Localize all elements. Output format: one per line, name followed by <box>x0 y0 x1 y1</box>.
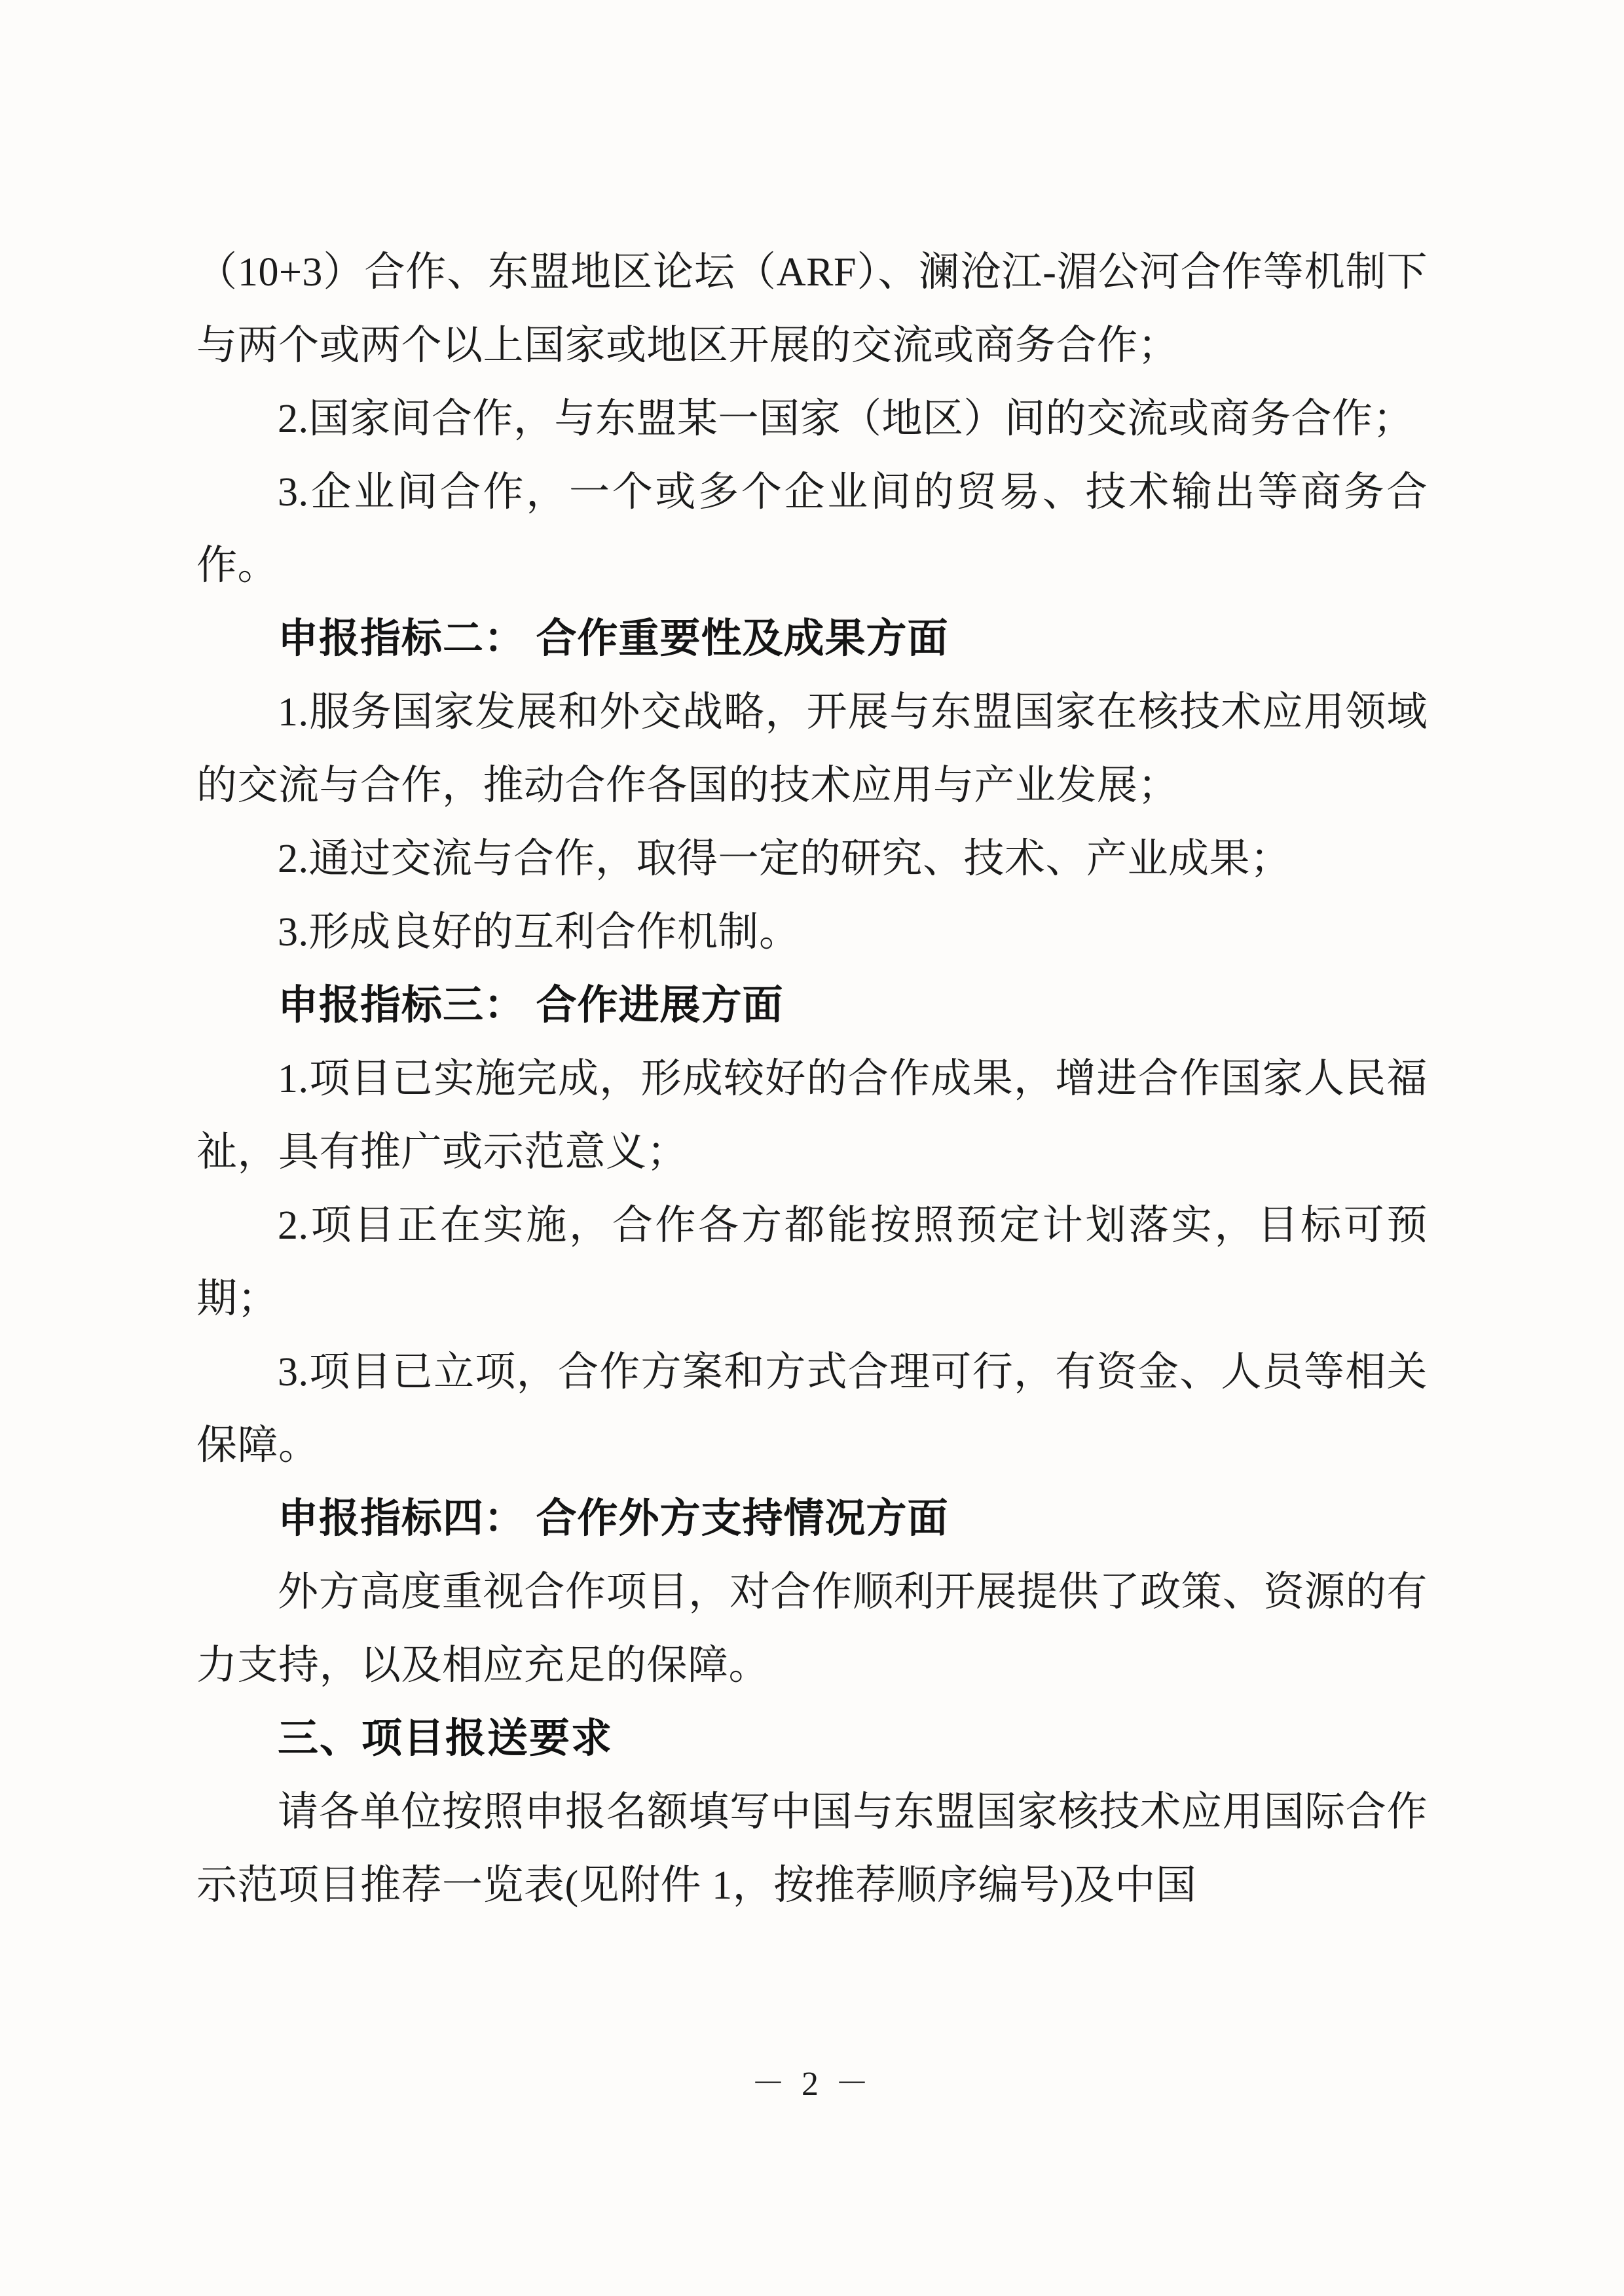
heading-section-three: 三、项目报送要求 <box>278 1716 614 1761</box>
paragraph-indicator-three-item-3: 3.项目已立项，合作方案和方式合理可行，有资金、人员等相关保障。 <box>196 1350 1428 1468</box>
document-body <box>196 236 1428 1922</box>
paragraph-continuation: （10+3）合作、东盟地区论坛（ARF）、澜沧江-湄公河合作等机制下与两个或两个以上国家或地区开展的交流或商务合作； <box>196 250 1428 368</box>
paragraph-item-3-enterprise-cooperation: 3.企业间合作，一个或多个企业间的贸易、技术输出等商务合作。 <box>196 470 1428 588</box>
paragraph-indicator-four-body: 外方高度重视合作项目，对合作顺利开展提供了政策、资源的有力支持，以及相应充足的保障。 <box>196 1570 1428 1688</box>
heading-indicator-three: 申报指标三： 合作进展方面 <box>278 983 784 1028</box>
paragraph-indicator-three-item-1: 1.项目已实施完成，形成较好的合作成果，增进合作国家人民福祉，具有推广或示范意义； <box>196 1057 1428 1175</box>
page-number: － 2 － <box>750 2066 873 2103</box>
paragraph-section-three-body: 请各单位按照申报名额填写中国与东盟国家核技术应用国际合作示范项目推荐一览表(见附件 1，按推荐顺序编号)及中国 <box>196 1790 1428 1908</box>
heading-indicator-four: 申报指标四： 合作外方支持情况方面 <box>278 1497 949 1541</box>
paragraph-indicator-two-item-3: 3.形成良好的互利合作机制。 <box>278 910 800 955</box>
paragraph-item-2-country-cooperation: 2.国家间合作，与东盟某一国家（地区）间的交流或商务合作； <box>278 397 1414 441</box>
paragraph-indicator-three-item-2: 2.项目正在实施，合作各方都能按照预定计划落实，目标可预期； <box>196 1203 1428 1321</box>
paragraph-indicator-two-item-1: 1.服务国家发展和外交战略，开展与东盟国家在核技术应用领域的交流与合作，推动合作各国的技术应用与产业发展； <box>196 690 1428 808</box>
heading-indicator-two: 申报指标二： 合作重要性及成果方面 <box>278 617 949 661</box>
paragraph-indicator-two-item-2: 2.通过交流与合作，取得一定的研究、技术、产业成果； <box>278 837 1291 881</box>
